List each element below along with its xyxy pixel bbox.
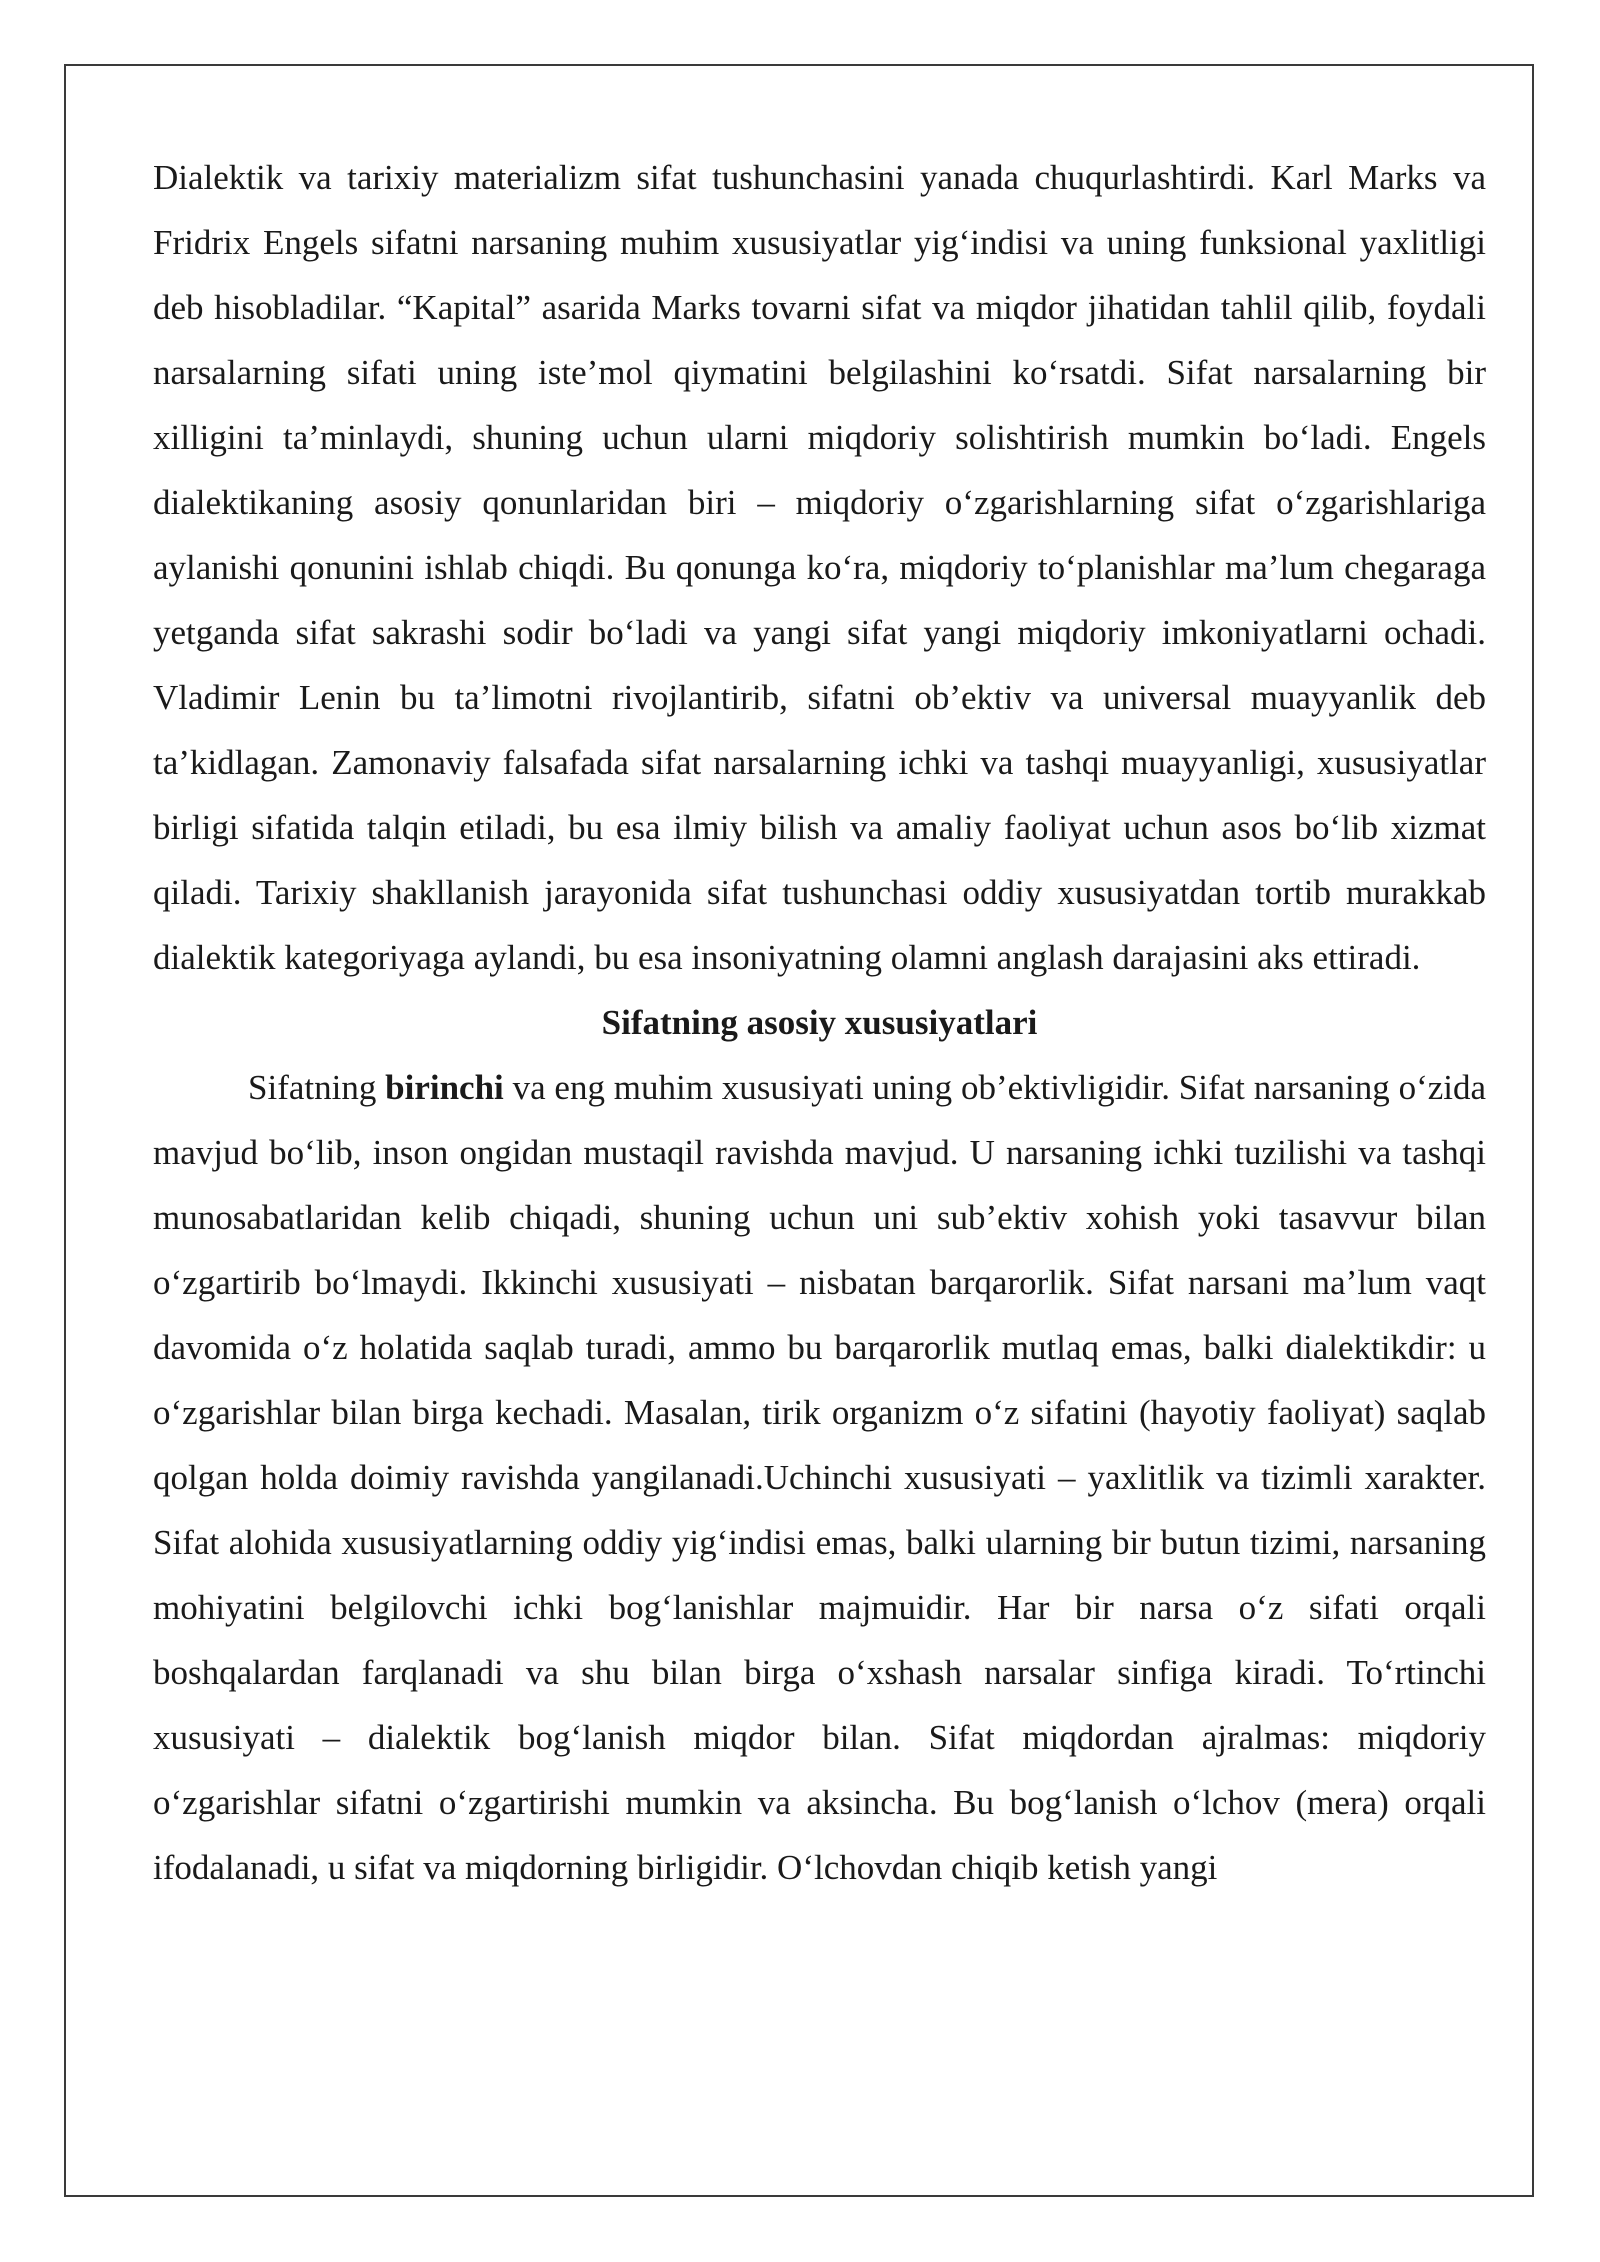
paragraph-properties-rest: va eng muhim xususiyati uning ob’ektivligidir. Sifat narsaning o‘zida mavjud bo‘lib, inson ongidan mustaqil ravishda mavjud. U narsaning ichki tuzilishi va tashqi munosabatlaridan kelib chiqadi, shuning uchun uni sub’ektiv xohish yoki tasavvur bilan o‘zgartirib bo‘lmaydi. Ikkinchi xususiyati – nisbatan barqarorlik. Sifat narsani ma’lum vaqt davomida o‘z holatida saqlab turadi, ammo bu barqarorlik mutlaq emas, balki dialektikdir: u o‘zgarishlar bilan birga kechadi. Masalan, tirik organizm o‘z sifatini (hayotiy faoliyat) saqlab qolgan holda doimiy ravishda yangilanadi.Uchinchi xususiyati – yaxlitlik va tizimli xarakter. Sifat alohida xususiyatlarning oddiy yig‘indisi emas, balki ularning bir butun tizimi, narsaning mohiyatini belgilovchi ichki bog‘lanishlar majmuidir. Har bir narsa o‘z sifati orqali boshqalardan farqlanadi va shu bilan birga o‘xshash narsalar sinfiga kiradi. To‘rtinchi xususiyati – dialektik bog‘lanish miqdor bilan. Sifat miqdordan ajralmas: miqdoriy o‘zgarishlar sifatni o‘zgartirishi mumkin va aksincha. Bu bog‘lanish o‘lchov (mera) orqali ifodalanadi, u sifat va miqdorning birligidir. O‘lchovdan chiqib ketish yangi bbox=[153, 1068, 1487, 1887]
bold-word-birinchi: birinchi bbox=[385, 1068, 504, 1107]
section-heading: Sifatning asosiy xususiyatlari bbox=[601, 1003, 1038, 1042]
paragraph-properties bbox=[153, 1055, 1486, 1900]
paragraph-materialism: Dialektik va tarixiy materializm sifat tushunchasini yanada chuqurlashtirdi. Karl Marks va Fridrix Engels sifatni narsaning muhim xususiyatlar yig‘indisi va uning funksional yaxlitligi deb hisobladilar. “Kapital” asarida Marks tovarni sifat va miqdor jihatidan tahlil qilib, foydali narsalarning sifati uning iste’mol qiymatini belgilashini ko‘rsatdi. Sifat narsalarning bir xilligini ta’minlaydi, shuning uchun ularni miqdoriy solishtirish mumkin bo‘ladi. Engels dialektikaning asosiy qonunlaridan biri – miqdoriy o‘zgarishlarning sifat o‘zgarishlariga aylanishi qonunini ishlab chiqdi. Bu qonunga ko‘ra, miqdoriy to‘planishlar ma’lum chegaraga yetganda sifat sakrashi sodir bo‘ladi va yangi sifat yangi miqdoriy imkoniyatlarni ochadi. Vladimir Lenin bu ta’limotni rivojlantirib, sifatni ob’ektiv va universal muayyanlik deb ta’kidlagan. Zamonaviy falsafada sifat narsalarning ichki va tashqi muayyanligi, xususiyatlar birligi sifatida talqin etiladi, bu esa ilmiy bilish va amaliy faoliyat uchun asos bo‘lib xizmat qiladi. Tarixiy shakllanish jarayonida sifat tushunchasi oddiy xususiyatdan tortib murakkab dialektik kategoriyaga aylandi, bu esa insoniyatning olamni anglash darajasini aks ettiradi. bbox=[153, 158, 1486, 977]
paragraph-properties-start: Sifatning bbox=[248, 1068, 386, 1107]
document-body bbox=[153, 145, 1486, 1900]
